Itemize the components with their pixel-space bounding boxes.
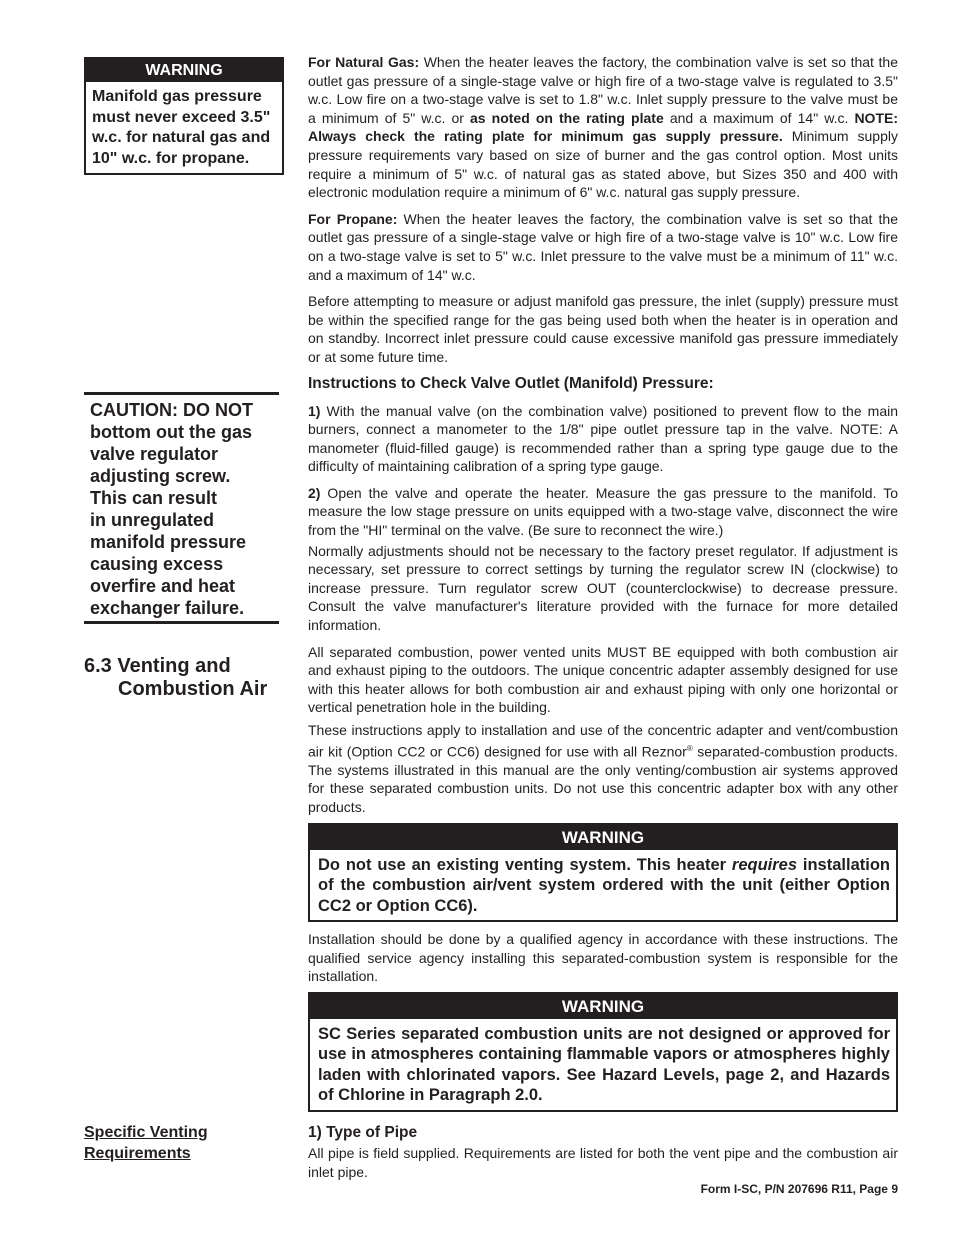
venting-warning-box <box>308 823 898 923</box>
page-footer: Form I-SC, P/N 207696 R11, Page 9 <box>700 1182 898 1196</box>
before-paragraph: Before attempting to measure or adjust manifold gas pressure, the inlet (supply) pressure must be within the specified range for the gas being used both when the heater is in operation and on standby. Incorrect inlet pressure could cause excessive manifold gas pressure immediately or at some future time. <box>308 293 898 365</box>
text-run: and a maximum of 14" w.c. <box>663 109 855 126</box>
warning-title: WARNING <box>310 825 896 850</box>
specific-venting-requirements-link[interactable] <box>84 1122 208 1164</box>
caution-line: valve regulator <box>90 444 219 464</box>
warning-body: SC Series separated combustion units are not designed or approved for use in atmospheres containing flammable vapors or atmospheres highly laden with chlorinated vapors. See Hazard Levels, page 2, and Hazards of Chlorine in Paragraph 2.0. <box>318 1024 890 1105</box>
section-heading-line2: Combustion Air <box>118 678 268 700</box>
text-run: Do not use an existing venting system. This heater <box>318 855 732 874</box>
type-of-pipe-heading: 1) Type of Pipe <box>308 1123 418 1141</box>
text-run: These instructions apply to installation and use of the concentric adapter and vent/combustion air kit (Option CC2 or CC6) designed for use with all Reznor <box>308 722 898 760</box>
atmosphere-warning-box <box>308 992 898 1112</box>
warning-body <box>310 850 896 921</box>
step-number: 2) <box>308 484 321 501</box>
propane-lead: For Propane: <box>308 210 398 227</box>
caution-line: exchanger failure. <box>90 598 245 618</box>
link-line1: Specific Venting <box>84 1124 208 1141</box>
these-instructions-paragraph <box>308 721 898 817</box>
type-of-pipe-paragraph: All pipe is field supplied. Requirements are listed for both the vent pipe and the combustion air inlet pipe. <box>308 1144 898 1180</box>
caution-box <box>84 392 279 624</box>
step-1-paragraph <box>308 402 898 476</box>
separated-paragraph: All separated combustion, power vented units MUST BE equipped with both combustion air and exhaust piping to the outdoors. The unique concentric adapter assembly designed for use with this heater allows for both combustion air and exhaust piping with only one horizontal or vertical penetration hole in the building. <box>308 643 898 716</box>
natural-gas-lead: For Natural Gas: <box>308 54 420 70</box>
text-run: separated-combustion products. The systems illustrated in this manual are the only venting/combustion air systems approved for these separated combustion units. Do not use this concentric adapter box with any other products. <box>308 743 898 816</box>
natural-gas-paragraph <box>308 53 898 202</box>
text-run: With the manual valve (on the combination valve) positioned to prevent flow to the main burners, connect a manometer to the 1/8" pipe outlet pressure tap in the valve. NOTE: A manometer (fluid-filled gauge) is recommended rather than a spring type gauge due to the difficulty of maintaining calibration of a spring type gauge. <box>308 402 898 475</box>
warning-body: Manifold gas pressure must never exceed 3.5" w.c. for natural gas and 10" w.c. for propane. <box>92 88 271 167</box>
caution-line: overfire and heat <box>90 576 236 596</box>
caution-line: adjusting screw. <box>90 466 231 486</box>
bold-note: NOTE: Always check the rating plate for minimum gas supply pressure. <box>308 109 898 145</box>
installation-paragraph: Installation should be done by a qualified agency in accordance with these instructions. The qualified service agency installing this separated-combustion system is responsible for the installation. <box>308 931 898 985</box>
step-number: 1) <box>308 402 321 419</box>
registered-mark: ® <box>686 743 693 753</box>
propane-paragraph <box>308 210 898 284</box>
caution-line: bottom out the gas <box>90 422 252 442</box>
text-run: Minimum supply pressure requirements vary based on size of burner and the gas control option. Most units require a minimum of 5" w.c. of natural gas as stated above, but Sizes 350 and 400 with electronic modulation require a minimum of 6" w.c. natural gas supply pressure. <box>308 128 898 201</box>
warning-title: WARNING <box>86 59 282 82</box>
main-column <box>308 53 898 1189</box>
warning-title: WARNING <box>310 994 896 1019</box>
caution-line: This can result <box>90 488 218 508</box>
text-run: When the heater leaves the factory, the combination valve is set so that the outlet gas pressure of a single-stage valve or high fire of a two-stage valve is regulated to 3.5" w.c. Low fire on a two-stage valve is set to 1.8" w.c. Inlet supply pressure to the valve must be a minimum of 5" w.c. or <box>308 54 898 126</box>
normally-paragraph: Normally adjustments should not be necessary to the factory preset regulator. If adjustment is necessary, set pressure to correct settings by turning the regulator screw IN (clockwise) to increase pressure. Turn regulator screw OUT (counterclockwise) to decrease pressure. Consult the valve manufacturer's literature provided with the furnace for more detailed information. <box>308 542 898 634</box>
step-2-paragraph <box>308 484 898 540</box>
instructions-heading: Instructions to Check Valve Outlet (Manifold) Pressure: <box>308 374 714 392</box>
caution-line: manifold pressure <box>90 532 247 552</box>
bold-run: as noted on the rating plate <box>470 109 664 126</box>
manifold-pressure-warning-box <box>84 57 284 175</box>
caution-line: causing excess <box>90 554 224 574</box>
text-run: installation of the combustion air/vent system ordered with the unit (either Option CC2 or Option CC6). <box>318 855 890 915</box>
text-run: Open the valve and operate the heater. Measure the gas pressure to the manifold. To measure the low stage pressure on units equipped with a two-stage valve, disconnect the wire from the "HI" terminal on the valve. (Be sure to reconnect the wire.) <box>308 484 898 539</box>
caution-line: in unregulated <box>90 510 215 530</box>
caution-line: CAUTION: DO NOT <box>90 400 253 420</box>
text-run: When the heater leaves the factory, the combination valve is set so that the outlet gas pressure of a single-stage valve or high fire of a two-stage valve is 10" w.c. Low fire on a two-stage valve is set to 5" w.c. Inlet pressure to the valve must be a minimum of 11" w.c. and a maximum of 14" w.c. <box>308 210 899 283</box>
link-line2: Requirements <box>84 1145 191 1162</box>
section-heading <box>84 655 267 701</box>
section-heading-line1: 6.3 Venting and <box>84 655 231 677</box>
emphasis: requires <box>731 855 798 874</box>
